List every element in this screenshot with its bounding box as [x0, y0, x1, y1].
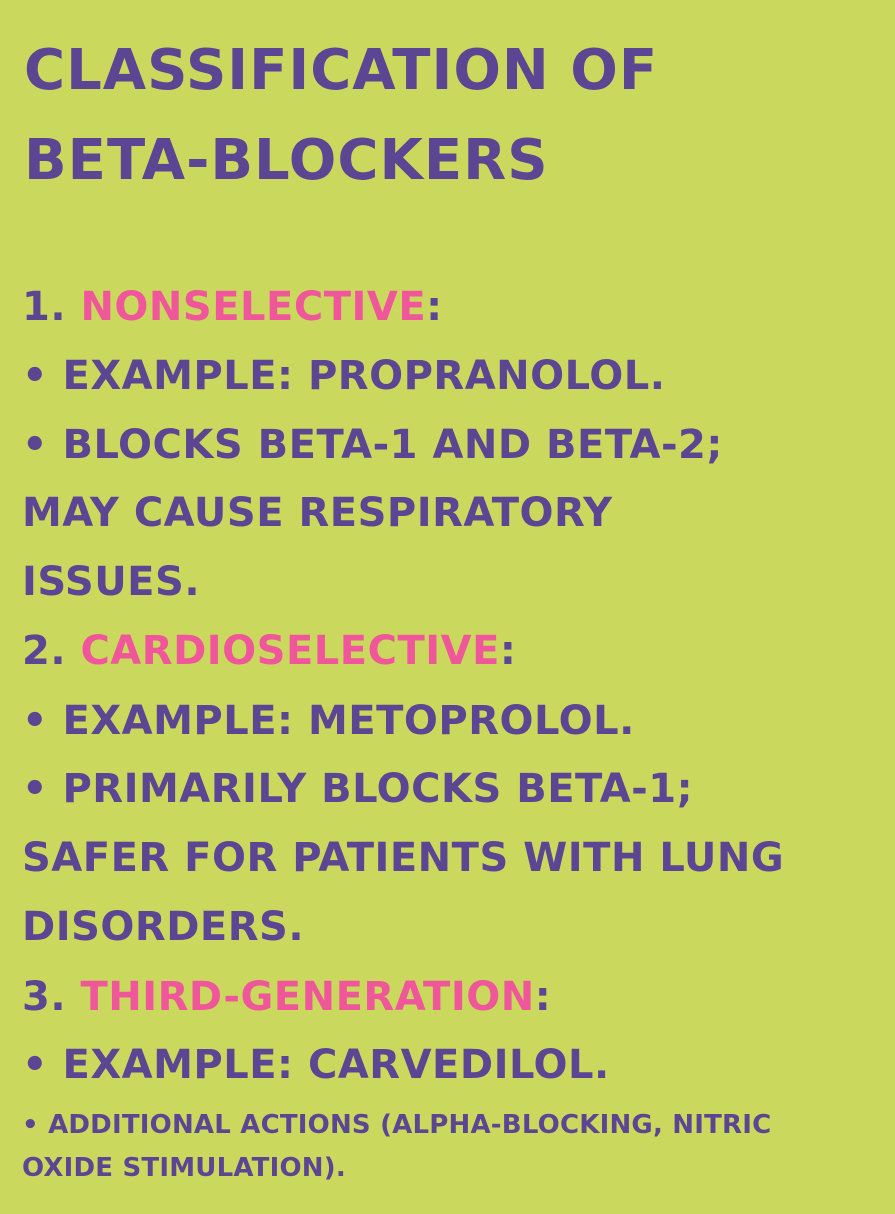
- section-note-line: • ADDITIONAL ACTIONS (ALPHA-BLOCKING, NITRIC: [22, 1110, 772, 1140]
- section-note-line: OXIDE STIMULATION).: [22, 1153, 346, 1183]
- section-name: THIRD-GENERATION: [80, 974, 535, 1020]
- section-heading-third-generation: [22, 972, 551, 1022]
- section-colon: :: [499, 628, 517, 674]
- section-heading-cardioselective: [22, 626, 516, 676]
- section-number: 3.: [22, 974, 81, 1020]
- page-title: [24, 26, 658, 206]
- title-line-2: BETA-BLOCKERS: [24, 128, 549, 193]
- section-example: • EXAMPLE: PROPRANOLOL.: [22, 353, 666, 399]
- section-colon: :: [534, 974, 552, 1020]
- section-name: CARDIOSELECTIVE: [80, 628, 500, 674]
- section-example: • EXAMPLE: CARVEDILOL.: [22, 1042, 610, 1088]
- section-number: 1.: [22, 284, 81, 330]
- title-line-1: CLASSIFICATION OF: [24, 38, 659, 103]
- section-note-line: • BLOCKS BETA-1 AND BETA-2;: [22, 422, 723, 468]
- section-note-line: MAY CAUSE RESPIRATORY: [22, 490, 613, 536]
- section-heading-nonselective: [22, 282, 443, 332]
- section-note-line: • PRIMARILY BLOCKS BETA-1;: [22, 766, 694, 812]
- section-note-line: SAFER FOR PATIENTS WITH LUNG: [22, 835, 785, 881]
- section-name: NONSELECTIVE: [80, 284, 427, 330]
- section-note-line: ISSUES.: [22, 559, 201, 605]
- section-example: • EXAMPLE: METOPROLOL.: [22, 698, 635, 744]
- section-number: 2.: [22, 628, 81, 674]
- section-colon: :: [426, 284, 443, 330]
- section-note-line: DISORDERS.: [22, 904, 305, 950]
